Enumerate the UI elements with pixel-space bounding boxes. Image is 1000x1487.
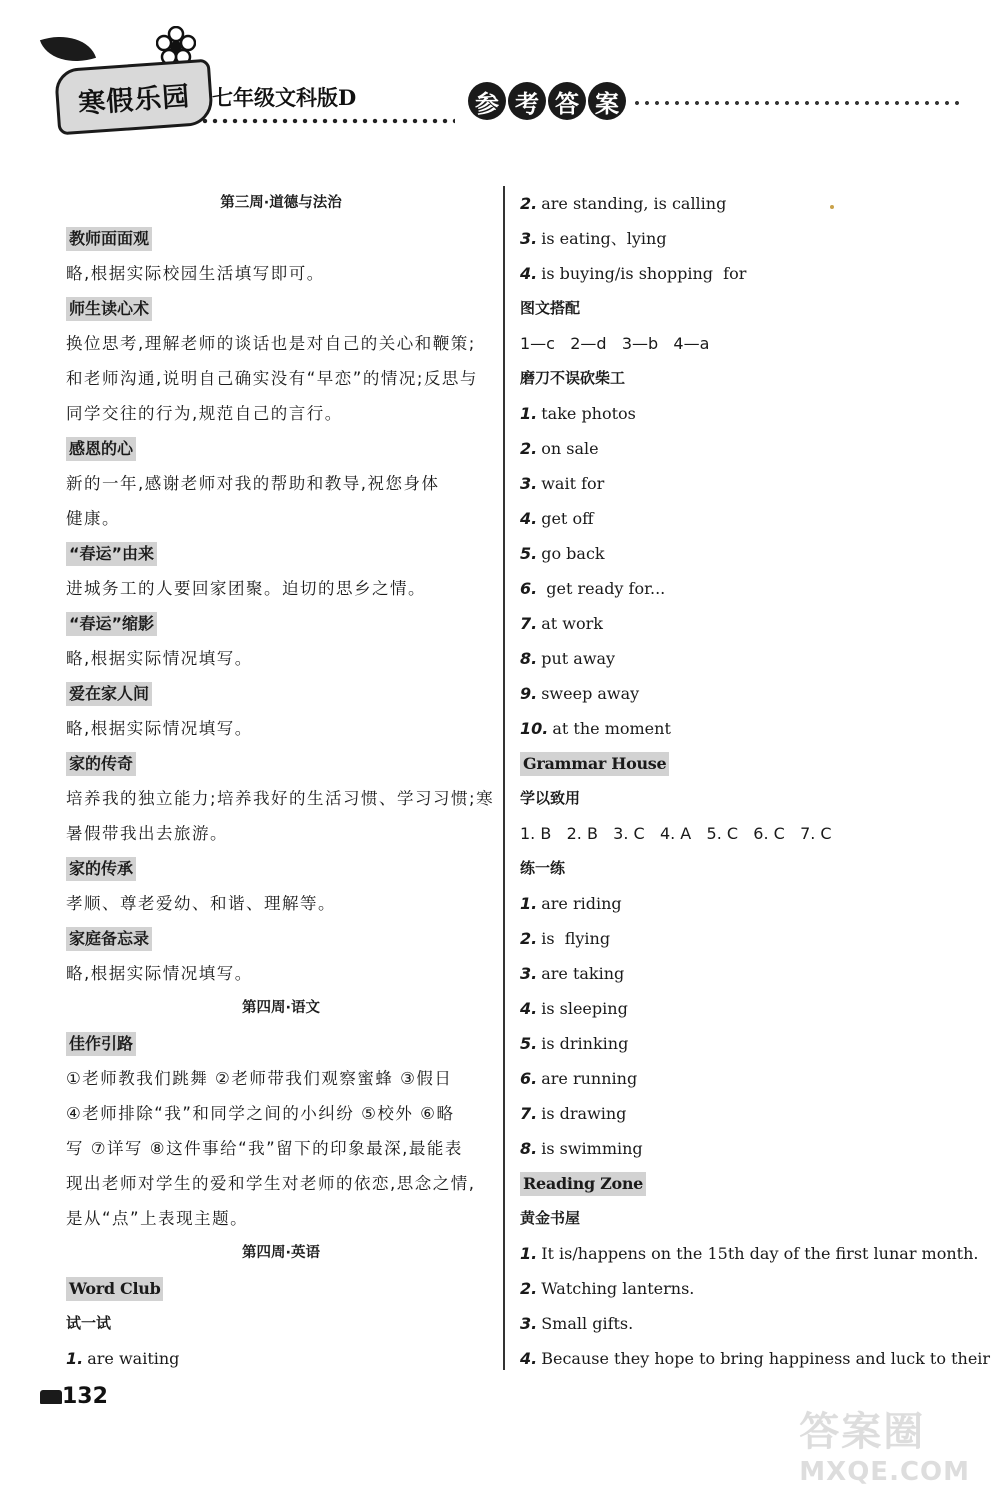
answer-text: 孝顺、尊老爱幼、和谐、理解等。 (66, 894, 336, 913)
section-heading: 家的传承 (66, 857, 136, 881)
item-number: 3. (520, 229, 538, 248)
answer-item (520, 221, 960, 256)
item-number: 10. (520, 719, 549, 738)
item-answer: get ready for... (541, 579, 666, 598)
item-answer: Watching lanterns. (541, 1279, 695, 1298)
section-heading-row (66, 921, 496, 956)
answer-key-title (468, 82, 626, 120)
dotted-rule-right (632, 100, 962, 106)
item-number: 7. (520, 1104, 538, 1123)
item-number: 4. (520, 1349, 538, 1368)
subsection-heading: 黄金书屋 (520, 1209, 581, 1227)
item-number: 1. (520, 1244, 538, 1263)
section-heading-row (66, 746, 496, 781)
section-heading: 师生读心术 (66, 297, 152, 321)
answer-item (520, 886, 960, 921)
item-number: 8. (520, 649, 538, 668)
answer-item (520, 1026, 960, 1061)
item-answer: go back (541, 544, 605, 563)
grade-edition-label: 七年级文科版D (212, 85, 357, 110)
right-column (520, 186, 991, 1376)
section-heading: 家庭备忘录 (66, 927, 152, 951)
section-heading-row (66, 676, 496, 711)
answer-item (520, 396, 960, 431)
answer-item (520, 711, 960, 746)
book-icon (40, 1390, 62, 1404)
item-answer: are taking (541, 964, 625, 983)
section-heading-row (66, 1271, 496, 1306)
answer-item (520, 1306, 960, 1341)
answer-text: 略,根据实际情况填写。 (66, 964, 253, 983)
item-answer: sweep away (541, 684, 640, 703)
answer-item (520, 641, 960, 676)
column-divider (503, 186, 505, 1370)
answer-title-char: 考 (508, 82, 546, 120)
answer-title-char: 参 (468, 82, 506, 120)
answer-text: 进城务工的人要回家团聚。迫切的思乡之情。 (66, 579, 426, 598)
item-number: 4. (520, 264, 538, 283)
answer-item (520, 956, 960, 991)
answer-row: 1—c 2—d 3—b 4—a (520, 334, 710, 353)
page-number: 132 (62, 1384, 108, 1409)
answer-item (520, 186, 960, 221)
section-heading: Grammar House (520, 752, 669, 776)
item-answer: is drawing (541, 1104, 627, 1123)
winter-holiday-badge: 寒假乐园 (54, 59, 214, 136)
section-heading-row (66, 291, 496, 326)
answer-item (520, 676, 960, 711)
section-heading: “春运”由来 (66, 542, 157, 566)
answer-item (520, 536, 960, 571)
section-heading-row (66, 431, 496, 466)
item-answer: is drinking (541, 1034, 629, 1053)
answer-item (520, 1131, 960, 1166)
answer-text: 新的一年,感谢老师对我的帮助和教导,祝您身体 (66, 474, 440, 493)
answer-item (66, 1341, 496, 1376)
item-answer: are running (541, 1069, 638, 1088)
subsection-heading: 练一练 (520, 859, 566, 877)
section-heading-row (66, 606, 496, 641)
answer-text: 同学交往的行为,规范自己的言行。 (66, 404, 343, 423)
item-answer: at the moment (552, 719, 671, 738)
section-heading: Word Club (66, 1277, 163, 1301)
answer-text: 略,根据实际校园生活填写即可。 (66, 264, 325, 283)
answer-item (520, 1271, 960, 1306)
answer-text: 现出老师对学生的爱和学生对老师的依恋,思念之情, (66, 1174, 476, 1193)
answer-text: 换位思考,理解老师的谈话也是对自己的关心和鞭策; (66, 334, 476, 353)
watermark-line2: MXQE.COM (799, 1457, 970, 1487)
item-answer: are riding (541, 894, 622, 913)
section-heading: “春运”缩影 (66, 612, 157, 636)
section-heading: 感恩的心 (66, 437, 136, 461)
section-heading-row (66, 536, 496, 571)
item-answer: take photos (541, 404, 636, 423)
answer-item (520, 1236, 979, 1271)
page-header (0, 0, 1000, 140)
answer-title-char: 答 (548, 82, 586, 120)
dotted-rule-left (200, 118, 455, 124)
subsection-heading: 试一试 (66, 1314, 112, 1332)
item-number: 8. (520, 1139, 538, 1158)
answer-item (520, 431, 960, 466)
answer-text: 写 ⑦详写 ⑧这件事给“我”留下的印象最深,最能表 (66, 1139, 463, 1158)
subsection-heading: 学以致用 (520, 789, 581, 807)
section-heading: 家的传奇 (66, 752, 136, 776)
watermark (799, 1400, 970, 1487)
item-number: 2. (520, 194, 538, 213)
item-number: 4. (520, 509, 538, 528)
section-title: 第四周·英语 (241, 1245, 320, 1261)
answer-item (520, 256, 960, 291)
item-number: 2. (520, 1279, 538, 1298)
item-answer: is eating、lying (541, 229, 667, 248)
item-number: 3. (520, 1314, 538, 1333)
leaf-decoration-icon (40, 25, 96, 72)
answer-item (520, 1096, 960, 1131)
item-answer: Because they hope to bring happiness and luck to their (541, 1349, 991, 1368)
section-heading: 教师面面观 (66, 227, 152, 251)
answer-item (520, 991, 960, 1026)
item-answer: is buying/is shopping for (541, 264, 747, 283)
answer-text: ①老师教我们跳舞 ②老师带我们观察蜜蜂 ③假日 (66, 1069, 453, 1088)
item-answer: wait for (541, 474, 605, 493)
item-answer: on sale (541, 439, 599, 458)
item-answer: get off (541, 509, 594, 528)
item-number: 5. (520, 1034, 538, 1053)
answer-text: 暑假带我出去旅游。 (66, 824, 228, 843)
item-number: 6. (520, 1069, 538, 1088)
item-answer: at work (541, 614, 603, 633)
answer-item (520, 1341, 991, 1376)
item-number: 1. (520, 404, 538, 423)
section-title: 第四周·语文 (241, 1000, 320, 1016)
answer-title-char: 案 (588, 82, 626, 120)
item-number: 3. (520, 474, 538, 493)
section-heading: 爱在家人间 (66, 682, 152, 706)
item-answer: put away (541, 649, 616, 668)
answer-text: ④老师排除“我”和同学之间的小纠纷 ⑤校外 ⑥略 (66, 1104, 455, 1123)
item-number: 4. (520, 999, 538, 1018)
section-heading-row (520, 746, 960, 781)
item-number: 3. (520, 964, 538, 983)
item-number: 6. (520, 579, 538, 598)
subsection-heading: 磨刀不误砍柴工 (520, 369, 626, 387)
section-heading-row (66, 221, 496, 256)
answer-text: 是从“点”上表现主题。 (66, 1209, 249, 1228)
section-heading: 佳作引路 (66, 1032, 136, 1056)
item-number: 2. (520, 439, 538, 458)
section-heading-row (66, 851, 496, 886)
answer-row: 1. B 2. B 3. C 4. A 5. C 6. C 7. C (520, 824, 832, 843)
item-answer: It is/happens on the 15th day of the first lunar month. (541, 1244, 979, 1263)
section-heading-row (66, 1026, 496, 1061)
item-number: 5. (520, 544, 538, 563)
item-answer: are waiting (87, 1349, 180, 1368)
answer-text: 略,根据实际情况填写。 (66, 649, 253, 668)
answer-item (520, 606, 960, 641)
answer-item (520, 501, 960, 536)
answer-text: 略,根据实际情况填写。 (66, 719, 253, 738)
section-heading-row (520, 1166, 960, 1201)
item-answer: is sleeping (541, 999, 628, 1018)
item-number: 7. (520, 614, 538, 633)
item-answer: Small gifts. (541, 1314, 634, 1333)
item-answer: is swimming (541, 1139, 643, 1158)
answer-text: 和老师沟通,说明自己确实没有“早恋”的情况;反思与 (66, 369, 478, 388)
left-column (66, 186, 496, 1376)
section-title: 第三周·道德与法治 (220, 195, 342, 211)
answer-text: 培养我的独立能力;培养我好的生活习惯、学习习惯;寒 (66, 789, 495, 808)
answer-item (520, 571, 960, 606)
answer-item (520, 1061, 960, 1096)
subsection-heading: 图文搭配 (520, 299, 581, 317)
item-answer: is flying (541, 929, 611, 948)
answer-text: 健康。 (66, 509, 120, 528)
answer-item (520, 466, 960, 501)
item-number: 2. (520, 929, 538, 948)
item-number: 1. (520, 894, 538, 913)
item-answer: are standing, is calling (541, 194, 727, 213)
section-heading: Reading Zone (520, 1172, 646, 1196)
answer-item (520, 921, 960, 956)
item-number: 1. (66, 1349, 84, 1368)
item-number: 9. (520, 684, 538, 703)
watermark-line1: 答案圈 (799, 1409, 926, 1455)
